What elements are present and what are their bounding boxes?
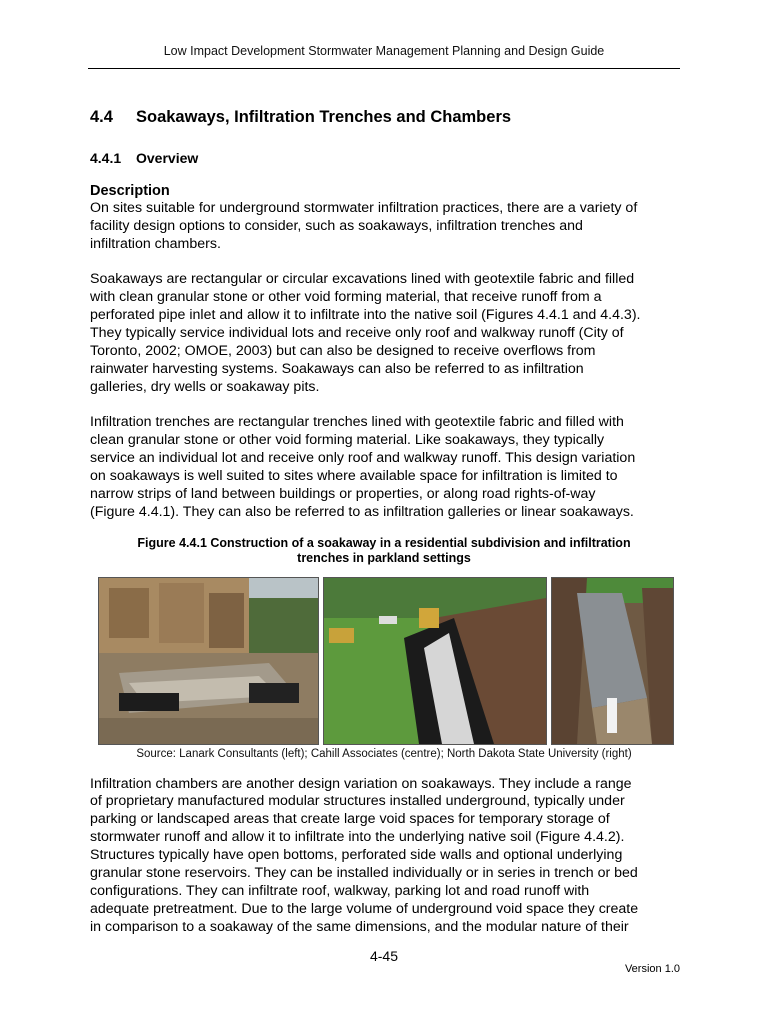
paragraph-intro: On sites suitable for underground stormwater infiltration practices, there are a variety of facility design options to consider, such as soakaways, infiltration trenches and infiltration chambers. <box>90 200 638 252</box>
soakaway-construction-photo <box>98 577 319 745</box>
section-heading: Soakaways, Infiltration Trenches and Chambers <box>136 108 512 126</box>
version-label: Version 1.0 <box>624 963 680 975</box>
subsection-title <box>90 150 678 166</box>
subsection-heading: Overview <box>136 150 199 166</box>
subsection-number: 4.4.1 <box>90 150 122 166</box>
paragraph-soakaways: Soakaways are rectangular or circular excavations lined with geotextile fabric and filled with clean granular stone or other void forming material, that receive runoff from a perforated pipe inlet and allow it to infiltrate into the native soil (Figures 4.4.1 and 4.4.3). They typically service individual lots and receive only roof and walkway runoff (City of Toronto, 2002; OMOE, 2003) but can also be designed to receive overflows from rainwater harvesting systems. Soakaways can also be referred to as infiltration galleries, dry wells or soakaway pits. <box>90 271 641 395</box>
header-rule <box>88 68 680 69</box>
page-number: 4-45 <box>369 948 399 964</box>
page-content <box>90 108 678 937</box>
figure-caption: Figure 4.4.1 Construction of a soakaway in a residential subdivision and infiltration trenches in parkland settings <box>137 535 631 565</box>
paragraph-chambers: Infiltration chambers are another design variation on soakaways. They include a range of proprietary manufactured modular structures installed underground, typically under parking or landscaped areas that create large void spaces for temporary storage of stormwater runoff and allow it to infiltrate into the underlying native soil (Figure 4.4.2). Structures typically have open bottoms, perforated side walls and optional underlying granular stone reservoirs. They can be installed individually or in series in trench or bed configurations. They can infiltrate roof, walkway, parking lot and road runoff with adequate pretreatment. Due to the large volume of underground void space they create in comparison to a soakaway of the same dimensions, and the modular nature of their <box>90 775 639 935</box>
running-header: Low Impact Development Stormwater Management Planning and Design Guide <box>163 44 605 58</box>
section-title <box>90 108 678 130</box>
section-number: 4.4 <box>90 108 113 126</box>
paragraph-trenches: Infiltration trenches are rectangular trenches lined with geotextile fabric and filled with clean granular stone or other void forming material. Like soakaways, they typically service an individual lot and receive only roof and walkway runoff. This design variation on soakaways is well suited to sites where available space for infiltration is limited to narrow strips of land between buildings or properties, or along road rights-of-way (Figure 4.4.1). They can also be referred to as infiltration galleries or linear soakaways. <box>90 414 636 520</box>
infiltration-trench-right-photo <box>551 577 674 745</box>
description-heading: Description <box>90 183 170 199</box>
figure-photos <box>98 577 678 745</box>
infiltration-trench-centre-photo <box>323 577 547 745</box>
figure-source: Source: Lanark Consultants (left); Cahill Associates (centre); North Dakota State University (right) <box>136 747 632 760</box>
